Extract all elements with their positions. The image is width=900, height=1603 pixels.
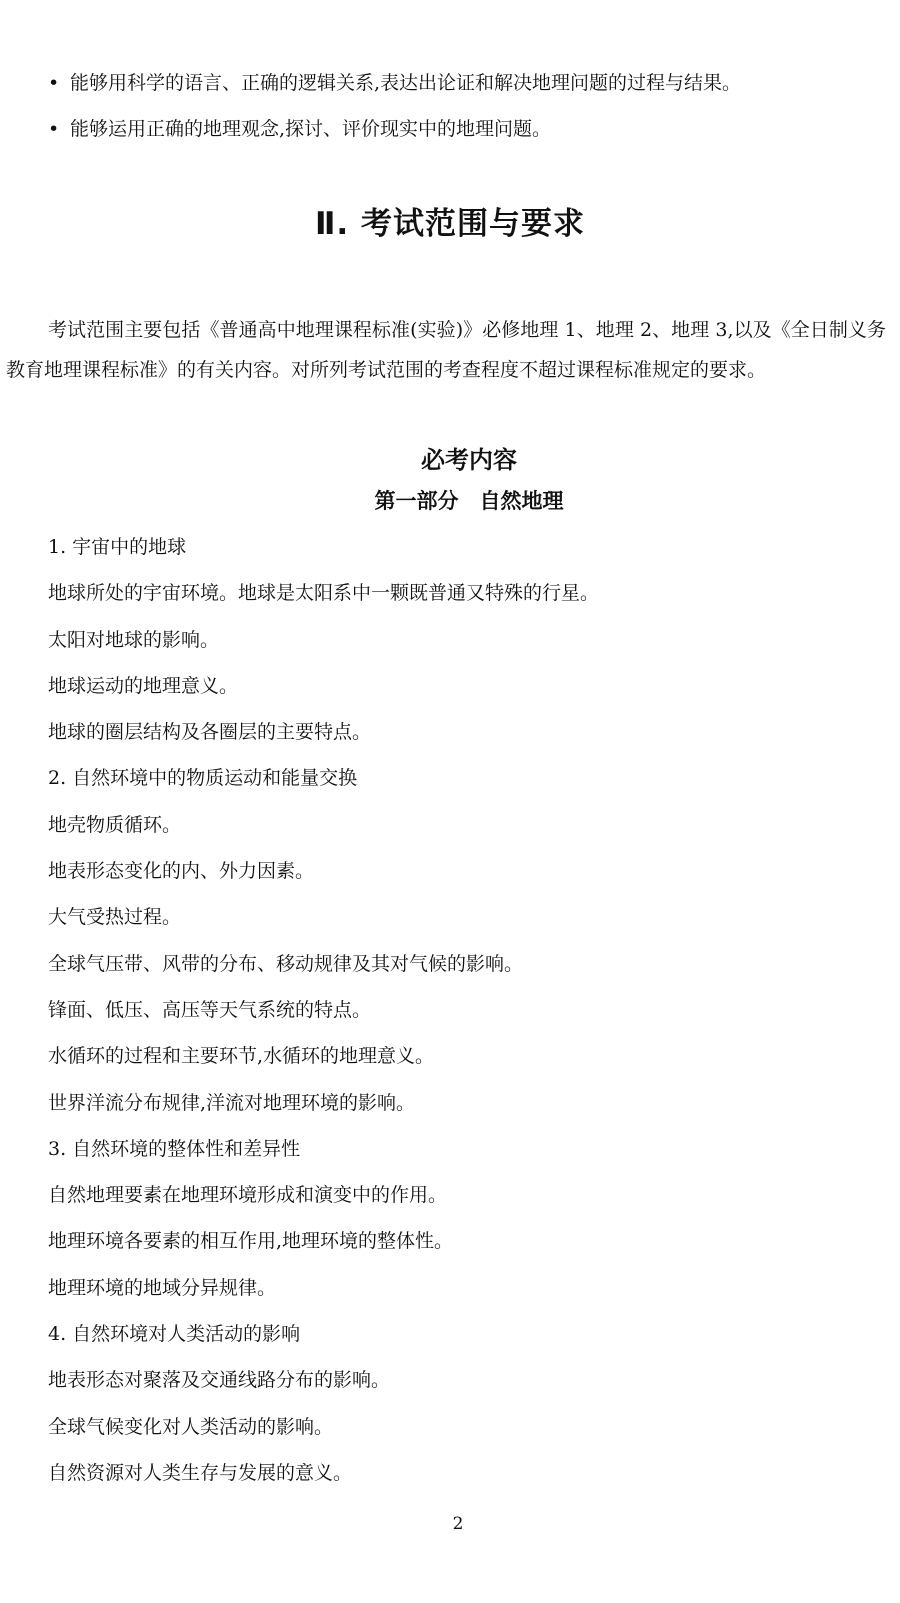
- content-item: 地表形态对聚落及交通线路分布的影响。: [48, 1369, 391, 1392]
- bullet-text-1: 能够用科学的语言、正确的逻辑关系,表达出论证和解决地理问题的过程与结果。: [70, 72, 742, 94]
- topic-heading-2: 2. 自然环境中的物质运动和能量交换: [48, 767, 358, 790]
- heading-required-content: 必考内容: [421, 446, 517, 474]
- content-item: 地球所处的宇宙环境。地球是太阳系中一颗既普通又特殊的行星。: [48, 582, 600, 605]
- content-item: 全球气压带、风带的分布、移动规律及其对气候的影响。: [48, 952, 524, 975]
- bullet-icon: •: [48, 118, 60, 140]
- topic-heading-3: 3. 自然环境的整体性和差异性: [48, 1137, 301, 1160]
- topic-heading-4: 4. 自然环境对人类活动的影响: [48, 1323, 301, 1346]
- content-item: 地壳物质循环。: [48, 813, 182, 836]
- content-item: 大气受热过程。: [48, 906, 182, 929]
- content-item: 地理环境各要素的相互作用,地理环境的整体性。: [48, 1230, 454, 1253]
- content-list: [48, 532, 878, 1504]
- bullet-item-1: [48, 70, 741, 96]
- content-item: 自然地理要素在地理环境形成和演变中的作用。: [48, 1184, 448, 1207]
- content-item: 地表形态变化的内、外力因素。: [48, 860, 315, 883]
- heading-part-one: 第一部分 自然地理: [374, 489, 564, 513]
- content-item: 太阳对地球的影响。: [48, 628, 220, 651]
- content-item: 锋面、低压、高压等天气系统的特点。: [48, 998, 372, 1021]
- content-item: 地球运动的地理意义。: [48, 674, 239, 697]
- content-item: 全球气候变化对人类活动的影响。: [48, 1415, 334, 1438]
- topic-heading-1: 1. 宇宙中的地球: [48, 536, 187, 558]
- intro-paragraph: 考试范围主要包括《普通高中地理课程标准(实验)》必修地理 1、地理 2、地理 3,以及《全日制义务教育地理课程标准》的有关内容。对所列考试范围的考查程度不超过课程标准规定的要求。: [6, 319, 886, 381]
- content-item: 地理环境的地域分异规律。: [48, 1276, 277, 1299]
- content-item: 水循环的过程和主要环节,水循环的地理意义。: [48, 1045, 435, 1068]
- content-item: 世界洋流分布规律,洋流对地理环境的影响。: [48, 1091, 416, 1114]
- bullet-text-2: 能够运用正确的地理观念,探讨、评价现实中的地理问题。: [70, 118, 552, 140]
- page-number: 2: [452, 1514, 464, 1534]
- bullet-item-2: [48, 116, 551, 142]
- bullet-icon: •: [48, 72, 60, 94]
- section-title: Ⅱ. 考试范围与要求: [315, 206, 585, 242]
- content-item: 自然资源对人类生存与发展的意义。: [48, 1461, 353, 1484]
- content-item: 地球的圈层结构及各圈层的主要特点。: [48, 721, 372, 744]
